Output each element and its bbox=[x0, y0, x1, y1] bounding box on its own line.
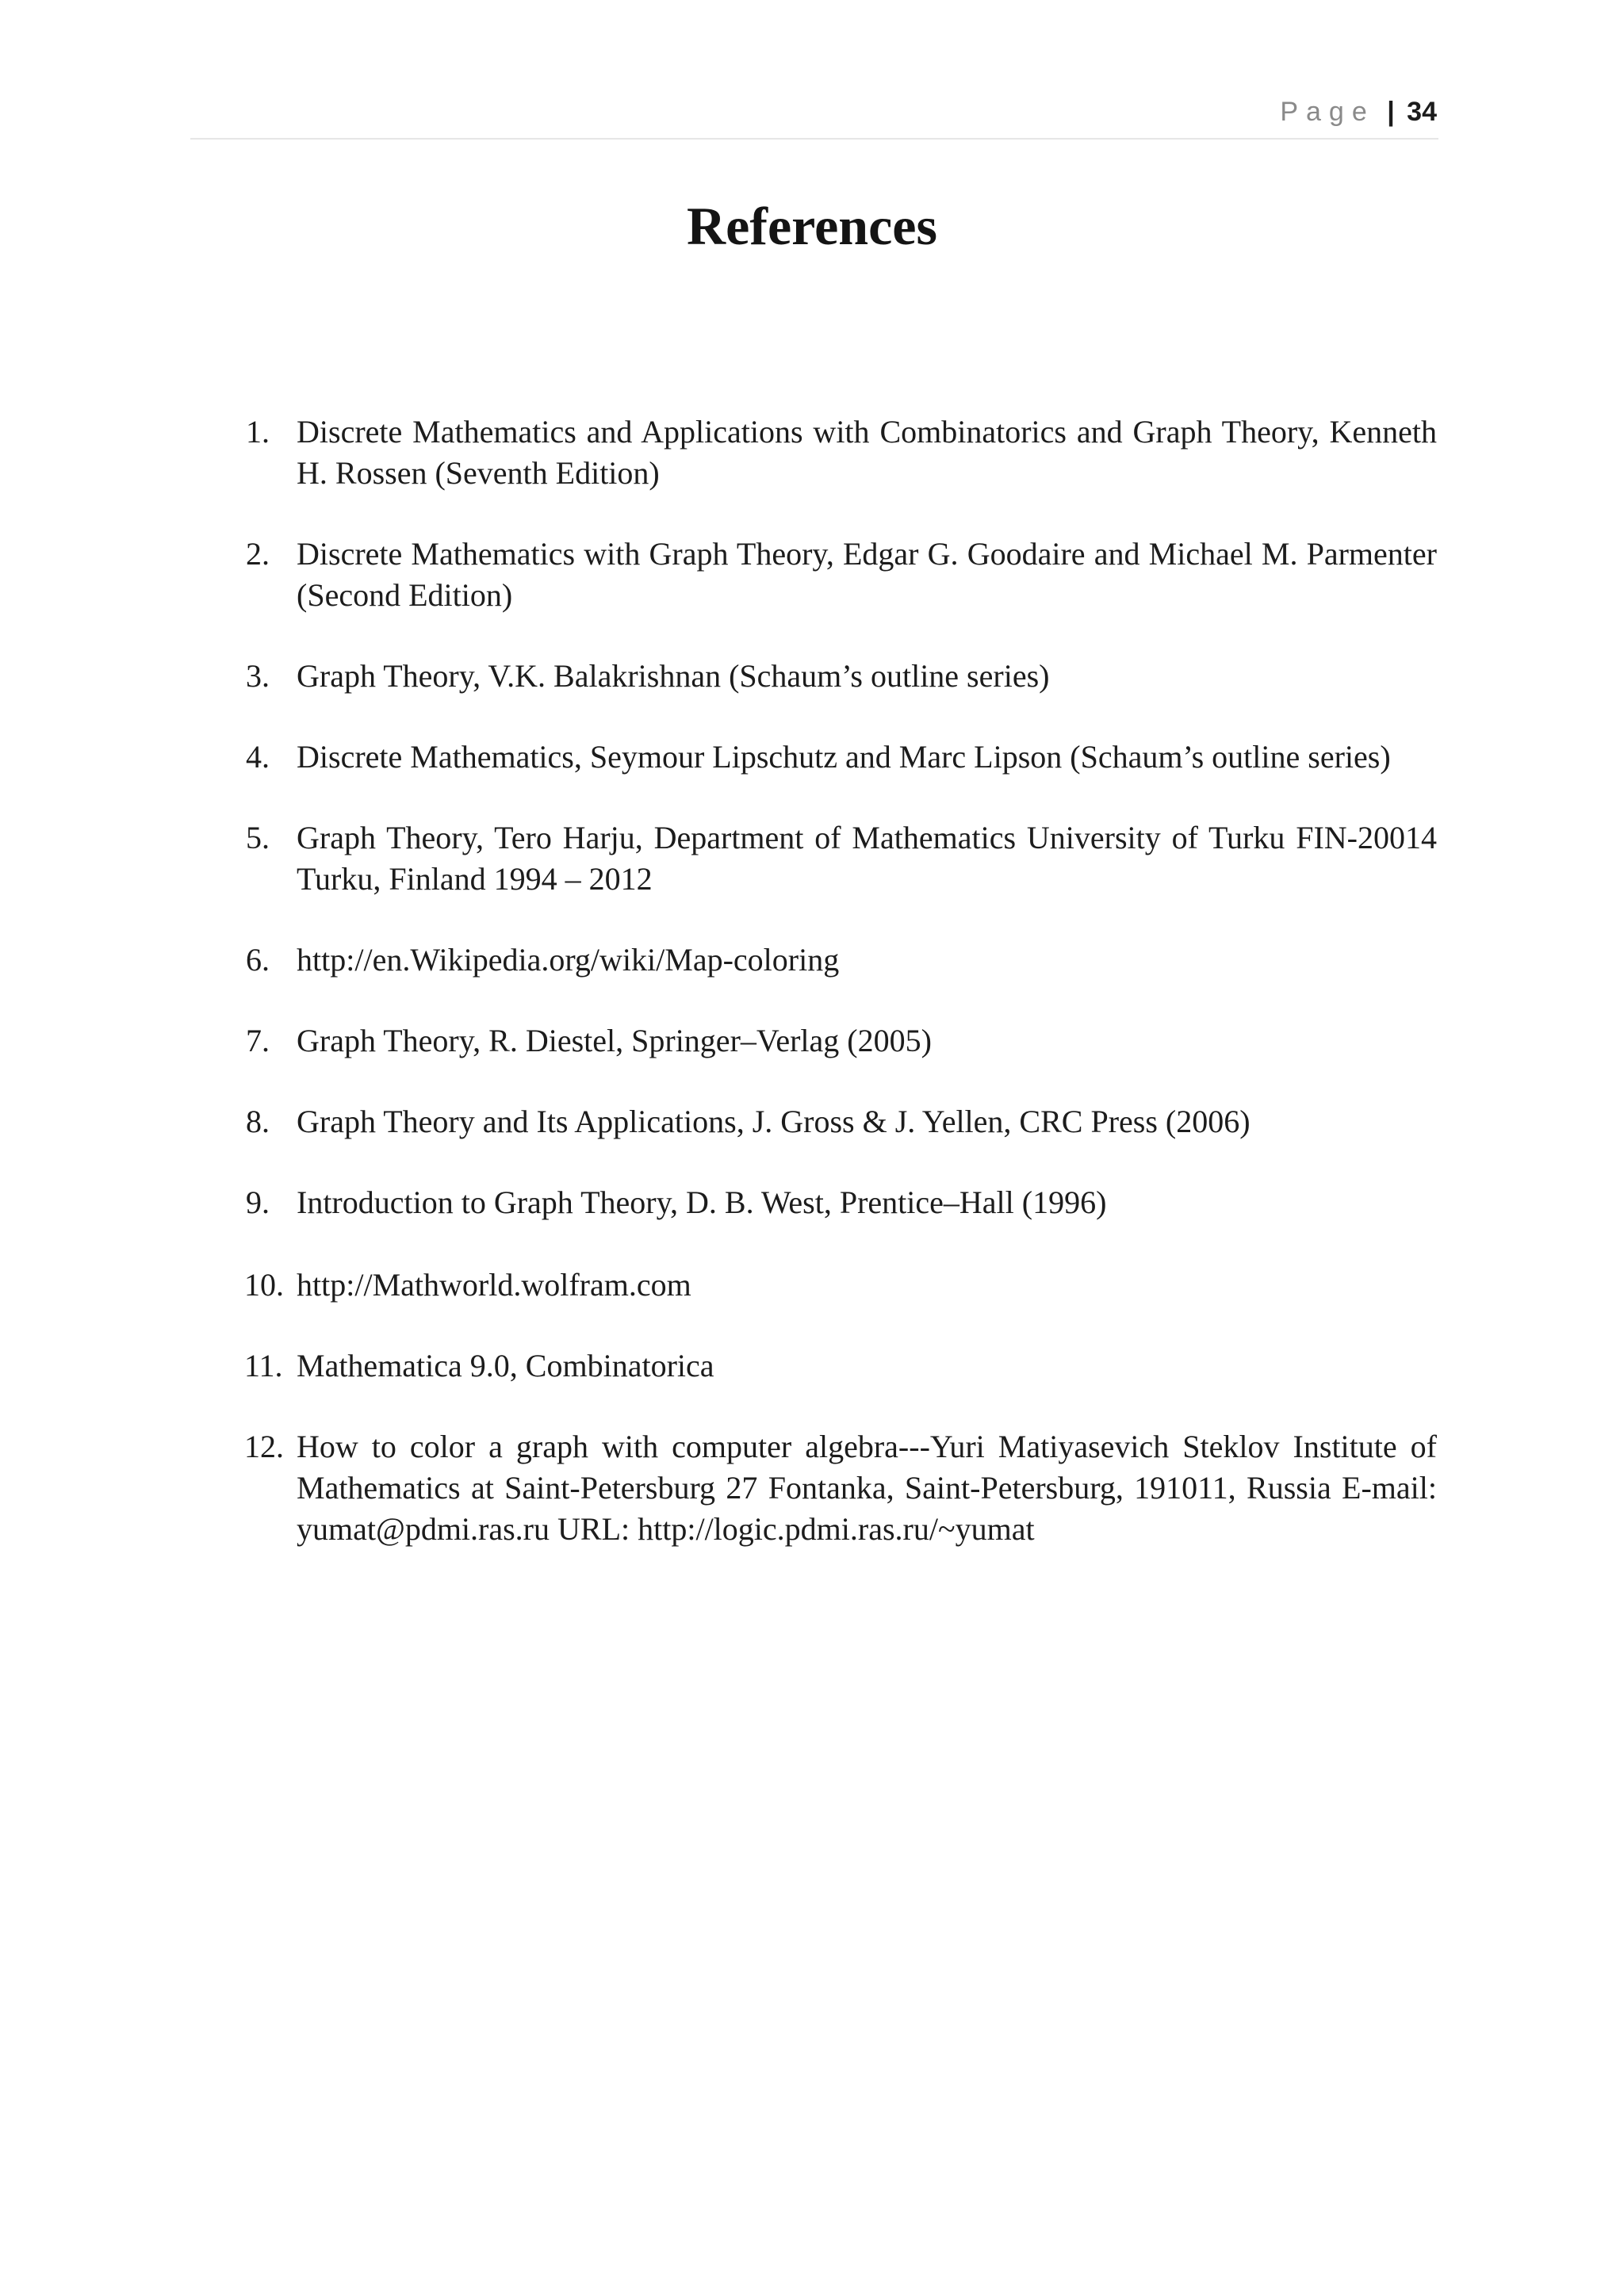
reference-number: 4. bbox=[246, 739, 270, 775]
reference-item bbox=[246, 656, 1437, 697]
page-number: 34 bbox=[1407, 97, 1437, 127]
reference-text: Graph Theory and Its Applications, J. Gross & J. Yellen, CRC Press (2006) bbox=[297, 1104, 1251, 1139]
reference-text: Introduction to Graph Theory, D. B. West, Prentice–Hall (1996) bbox=[297, 1184, 1107, 1220]
reference-link: http://en.Wikipedia.org/wiki/Map-coloring bbox=[297, 942, 840, 978]
reference-number: 12. bbox=[244, 1429, 284, 1464]
reference-item bbox=[246, 737, 1437, 778]
header-divider bbox=[190, 138, 1438, 140]
reference-number: 5. bbox=[246, 820, 270, 855]
reference-item bbox=[246, 1101, 1437, 1142]
reference-link: http://Mathworld.wolfram.com bbox=[297, 1267, 691, 1303]
reference-number: 3. bbox=[246, 658, 270, 694]
reference-number: 10. bbox=[244, 1267, 284, 1303]
reference-item bbox=[246, 1426, 1437, 1550]
reference-number: 6. bbox=[246, 942, 270, 978]
page-separator: | bbox=[1387, 97, 1395, 127]
reference-item bbox=[246, 1020, 1437, 1062]
reference-number: 8. bbox=[246, 1104, 270, 1139]
reference-item bbox=[246, 939, 1437, 981]
reference-item bbox=[246, 411, 1437, 494]
page-title: References bbox=[687, 196, 937, 256]
reference-text: Mathematica 9.0, Combinatorica bbox=[297, 1348, 714, 1383]
reference-number: 7. bbox=[246, 1023, 270, 1058]
reference-list bbox=[246, 411, 1437, 1590]
reference-number: 2. bbox=[246, 536, 270, 572]
reference-item bbox=[246, 1182, 1437, 1223]
reference-item bbox=[246, 817, 1437, 900]
page-header bbox=[1280, 97, 1437, 128]
reference-text: Graph Theory, V.K. Balakrishnan (Schaum’s outline series) bbox=[297, 658, 1050, 694]
reference-text: Graph Theory, R. Diestel, Springer–Verlag (2005) bbox=[297, 1023, 932, 1058]
reference-number: 11. bbox=[244, 1348, 283, 1383]
reference-item bbox=[246, 534, 1437, 616]
reference-number: 9. bbox=[246, 1184, 270, 1220]
reference-item bbox=[246, 1265, 1437, 1306]
reference-item bbox=[246, 1345, 1437, 1387]
page-label: Page bbox=[1280, 97, 1375, 127]
reference-text: Discrete Mathematics and Applications with Combinatorics and Graph Theory, Kenneth H. Rossen (Seventh Edition) bbox=[297, 414, 1437, 491]
reference-text: Discrete Mathematics, Seymour Lipschutz and Marc Lipson (Schaum’s outline series) bbox=[297, 739, 1391, 775]
reference-number: 1. bbox=[246, 414, 270, 450]
reference-text: Graph Theory, Tero Harju, Department of Mathematics University of Turku FIN-20014 Turku, Finland 1994 – 2012 bbox=[297, 820, 1437, 897]
reference-text: Discrete Mathematics with Graph Theory, Edgar G. Goodaire and Michael M. Parmenter (Second Edition) bbox=[297, 536, 1437, 613]
reference-text: How to color a graph with computer algebra---Yuri Matiyasevich Steklov Institute of Mathematics at Saint-Petersburg 27 Fontanka, Saint-Petersburg, 191011, Russia E-mail: yumat@pdmi.ras.ru URL: http://logic.pdmi.ras.ru/~yumat bbox=[297, 1429, 1437, 1547]
